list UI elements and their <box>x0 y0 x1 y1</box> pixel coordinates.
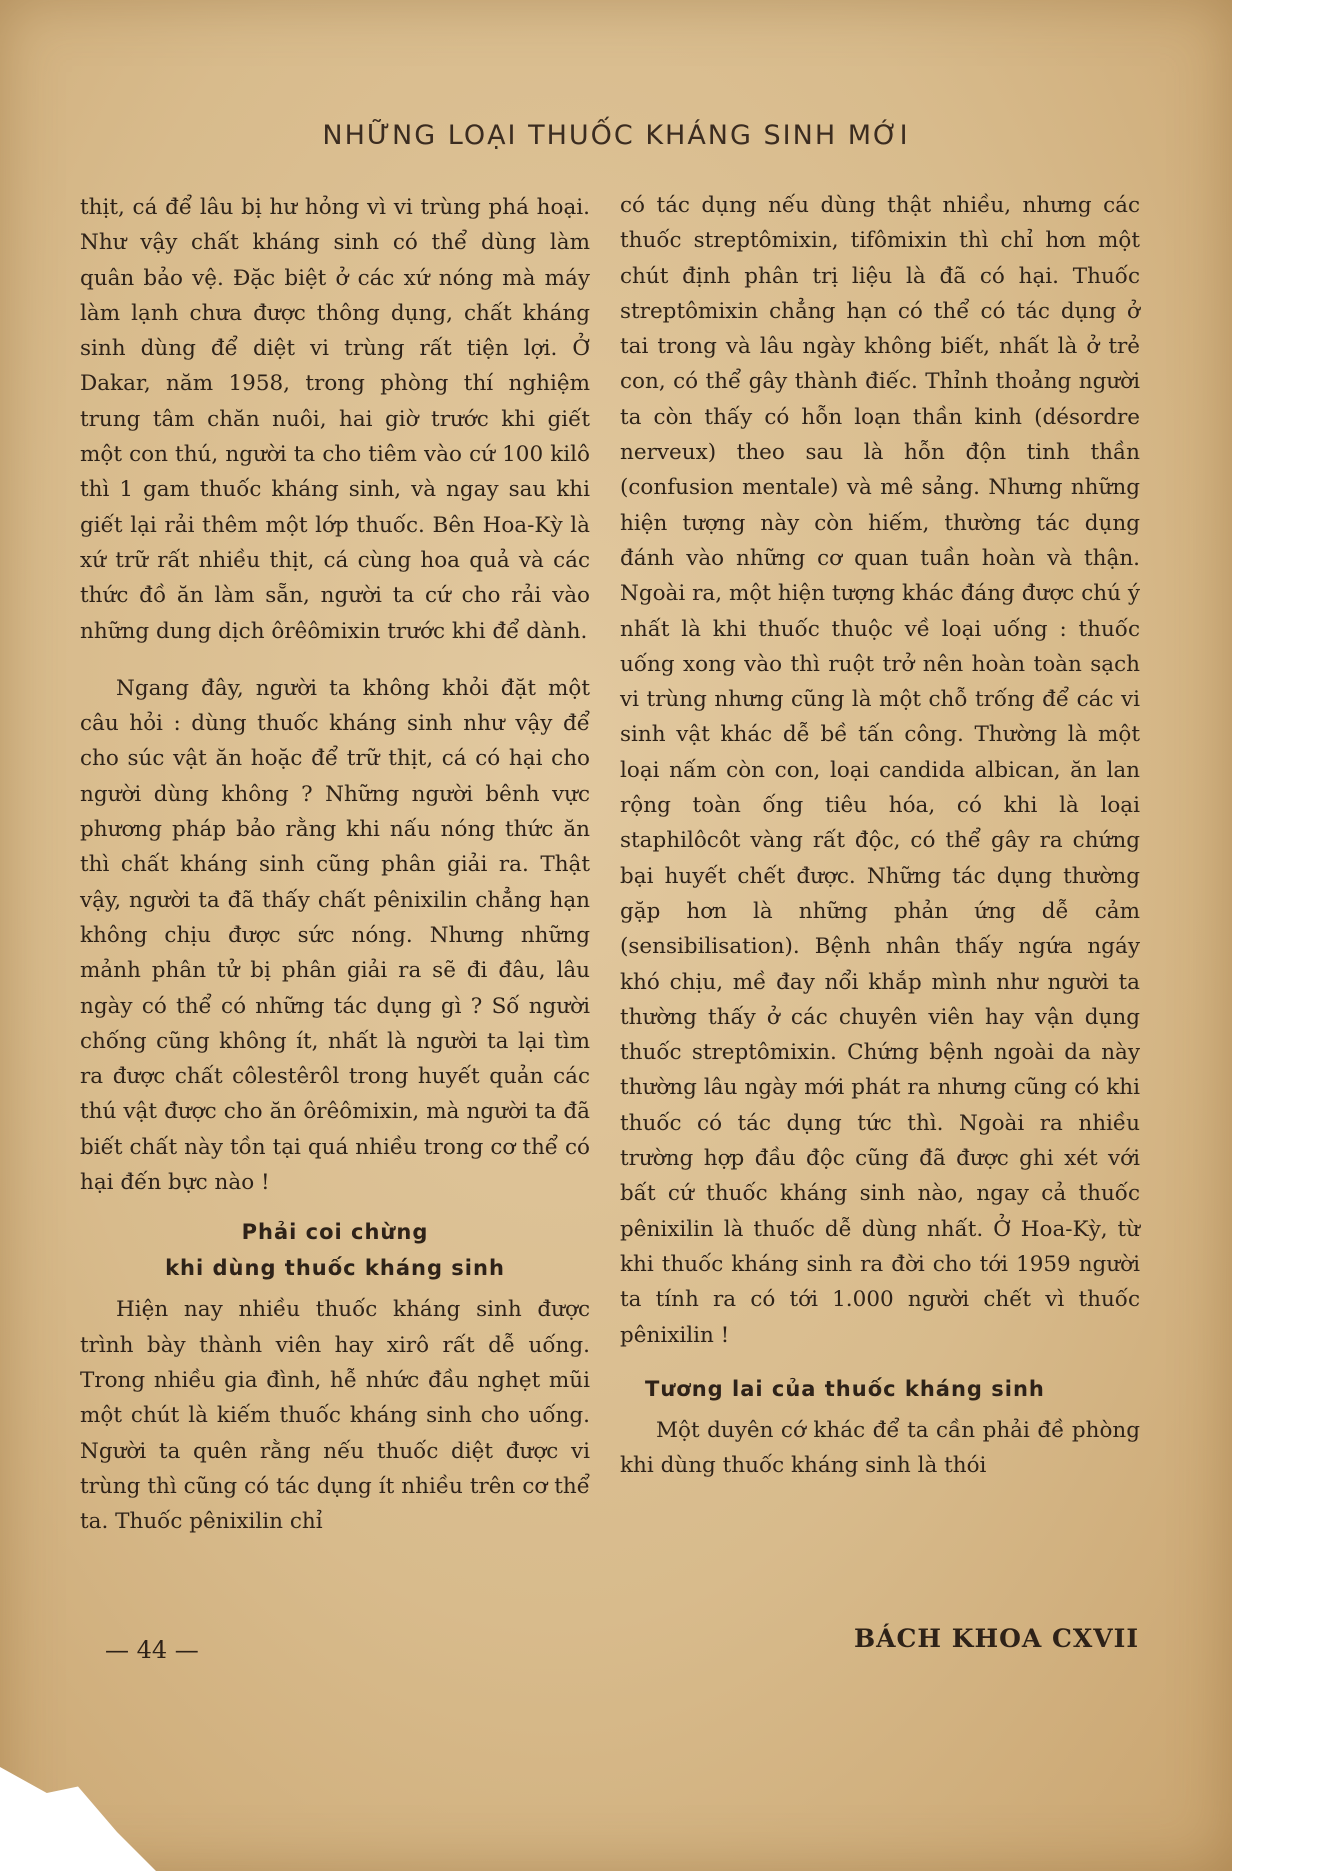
section-heading-future: Tương lai của thuốc kháng sinh <box>645 1376 1045 1401</box>
running-head: NHỮNG LOẠI THUỐC KHÁNG SINH MỚI <box>322 120 910 151</box>
right-paragraph-1: có tác dụng nếu dùng thật nhiều, nhưng các thuốc streptômixin, tifômixin thì chỉ hơn một chút định phân trị liệu là đã có hại. Thuốc streptômixin chẳng hạn có thể có tác dụng ở tai trong và lâu ngày không biết, nhất là ở trẻ con, có thể gây thành điếc. Thỉnh thoảng người ta còn thấy có hỗn loạn thần kinh (désordre nerveux) theo sau là hỗn độn tinh thần (confusion mentale) và mê sảng. Nhưng những hiện tượng này còn hiếm, thường tác dụng đánh vào những cơ quan tuần hoàn và thận. Ngoài ra, một hiện tượng khác đáng được chú ý nhất là khi thuốc thuộc về loại uống : thuốc uống xong vào thì ruột trở nên hoàn toàn sạch vi trùng nhưng cũng là một chỗ trống để các vi sinh vật khác dễ bề tấn công. Thường là một loại nấm còn con, loại candida albican, ăn lan rộng toàn ống tiêu hóa, có khi là loại staphilôcôt vàng rất độc, có thể gây ra chứng bại huyết chết được. Những tác dụng thường gặp hơn là những phản ứng dễ cảm (sensibilisation). Bệnh nhân thấy ngứa ngáy khó chịu, mề đay nổi khắp mình như người ta thường thấy ở các chuyên viên hay vận dụng thuốc streptômixin. Chứng bệnh ngoài da này thường lâu ngày mới phát ra nhưng cũng có khi thuốc có tác dụng tức thì. Ngoài ra nhiều trường hợp đầu độc cũng đã được ghi xét với bất cứ thuốc kháng sinh nào, ngay cả thuốc pênixilin là thuốc dễ dùng nhất. Ở Hoa-Kỳ, từ khi thuốc kháng sinh ra đời cho tới 1959 người ta tính ra có tới 1.000 người chết vì thuốc pênixilin ! <box>620 193 1140 1348</box>
left-paragraph-2: Ngang đây, người ta không khỏi đặt một câu hỏi : dùng thuốc kháng sinh như vậy để cho súc vật ăn hoặc để trữ thịt, cá có hại cho người dùng không ? Những người bênh vực phương pháp bảo rằng khi nấu nóng thức ăn thì chất kháng sinh cũng phân giải ra. Thật vậy, người ta đã thấy chất pênixilin chẳng hạn không chịu được sức nóng. Nhưng những mảnh phân tử bị phân giải ra sẽ đi đâu, lâu ngày có thể có những tác dụng gì ? Số người chống cũng không ít, nhất là người ta lại tìm ra được chất côlestêrôl trong huyết quản các thú vật được cho ăn ôrêômixin, mà người ta đã biết chất này tồn tại quá nhiều trong cơ thể có hại đến bực nào ! <box>80 675 590 1196</box>
torn-corner <box>0 1741 260 1871</box>
left-paragraph-1: thịt, cá để lâu bị hư hỏng vì vi trùng phá hoại. Như vậy chất kháng sinh có thể dùng làm quân bảo vệ. Đặc biệt ở các xứ nóng mà máy làm lạnh chưa được thông dụng, chất kháng sinh dùng để diệt vi trùng rất tiện lợi. Ở Dakar, năm 1958, trong phòng thí nghiệm trung tâm chăn nuôi, hai giờ trước khi giết một con thú, người ta cho tiêm vào cứ 100 kilô thì 1 gam thuốc kháng sinh, và ngay sau khi giết lại rải thêm một lớp thuốc. Bên Hoa-Kỳ là xứ trữ rất nhiều thịt, cá cùng hoa quả và các thức đồ ăn làm sẵn, người ta cứ cho rải vào những dung dịch ôrêômixin trước khi để dành. <box>80 195 590 644</box>
section-heading-caution-line-2: khi dùng thuốc kháng sinh <box>165 1256 505 1281</box>
section-heading-caution-line-1: Phải coi chừng <box>241 1220 429 1245</box>
left-column <box>80 190 590 1539</box>
magazine-footer: BÁCH KHOA CXVII <box>854 1624 1140 1653</box>
left-paragraph-3: Hiện nay nhiều thuốc kháng sinh được trình bày thành viên hay xirô rất dễ uống. Trong nhiều gia đình, hễ nhức đầu nghẹt mũi một chút là kiếm thuốc kháng sinh cho uống. Người ta quên rằng nếu thuốc diệt được vi trùng thì cũng có tác dụng ít nhiều trên cơ thể ta. Thuốc pênixilin chỉ <box>80 1297 590 1535</box>
right-paragraph-2: Một duyên cớ khác để ta cần phải đề phòng khi dùng thuốc kháng sinh là thói <box>620 1417 1140 1479</box>
page-number: — 44 — <box>105 1636 199 1664</box>
right-column <box>620 188 1140 1483</box>
